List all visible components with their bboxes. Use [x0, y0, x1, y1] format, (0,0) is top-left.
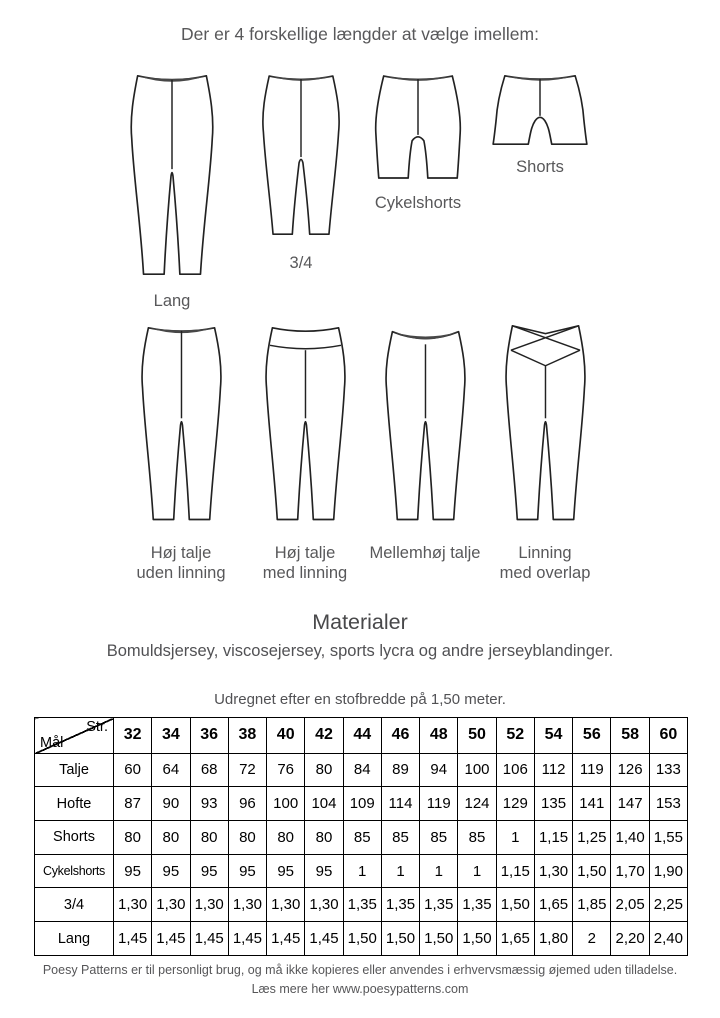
value-cell: 95 [305, 854, 343, 888]
size-header-cell: 46 [381, 718, 419, 754]
fabric-width-note: Udregnet efter en stofbredde på 1,50 meter. [214, 691, 506, 708]
value-cell: 1,35 [381, 888, 419, 922]
size-header-cell: 56 [573, 718, 611, 754]
value-cell: 1,55 [649, 821, 687, 855]
value-cell: 1,15 [534, 821, 572, 855]
value-cell: 1,45 [190, 922, 228, 956]
value-cell: 133 [649, 753, 687, 787]
size-header-cell: 40 [267, 718, 305, 754]
value-cell: 95 [114, 854, 152, 888]
size-header-cell: 38 [228, 718, 266, 754]
size-header-cell: 52 [496, 718, 534, 754]
value-cell: 114 [381, 787, 419, 821]
value-cell: 90 [152, 787, 190, 821]
size-table [34, 717, 688, 956]
value-cell: 1,25 [573, 821, 611, 855]
row-label-cell: Shorts [35, 821, 114, 855]
value-cell: 1,45 [228, 922, 266, 956]
length-label: 3/4 [289, 254, 313, 272]
value-cell: 85 [458, 821, 496, 855]
shorts-drawing [489, 68, 591, 152]
materials-section [0, 610, 720, 661]
value-cell: 85 [381, 821, 419, 855]
row-label-cell: Lang [35, 922, 114, 956]
value-cell: 96 [228, 787, 266, 821]
value-cell: 1,45 [305, 922, 343, 956]
size-header-cell: 34 [152, 718, 190, 754]
size-header-cell: 54 [534, 718, 572, 754]
waist-option-label: Mellemhøj talje [369, 544, 481, 562]
size-header-cell: 60 [649, 718, 687, 754]
size-header-cell: 32 [114, 718, 152, 754]
corner-maal-label: Mål [40, 734, 64, 751]
value-cell: 84 [343, 753, 381, 787]
value-cell: 1,15 [496, 854, 534, 888]
size-header-cell: 48 [420, 718, 458, 754]
value-cell: 80 [228, 821, 266, 855]
value-cell: 112 [534, 753, 572, 787]
lang-leggings-drawing [113, 68, 231, 286]
value-cell: 89 [381, 753, 419, 787]
value-cell: 2,20 [611, 922, 649, 956]
length-label: Shorts [516, 158, 564, 176]
value-cell: 76 [267, 753, 305, 787]
materials-heading: Materialer [312, 610, 408, 634]
value-cell: 72 [228, 753, 266, 787]
value-cell: 129 [496, 787, 534, 821]
table-row [35, 821, 688, 855]
value-cell: 1,30 [152, 888, 190, 922]
value-cell: 2,05 [611, 888, 649, 922]
value-cell: 85 [343, 821, 381, 855]
value-cell: 1,50 [381, 922, 419, 956]
value-cell: 1 [343, 854, 381, 888]
value-cell: 1,65 [496, 922, 534, 956]
value-cell: 93 [190, 787, 228, 821]
table-row [35, 854, 688, 888]
value-cell: 1,30 [534, 854, 572, 888]
corner-cell [35, 718, 114, 754]
size-header-cell: 36 [190, 718, 228, 754]
value-cell: 1,50 [573, 854, 611, 888]
value-cell: 153 [649, 787, 687, 821]
value-cell: 1,50 [496, 888, 534, 922]
size-table-section [34, 717, 688, 956]
figure-cykelshorts [366, 68, 470, 213]
value-cell: 1,65 [534, 888, 572, 922]
value-cell: 1,45 [267, 922, 305, 956]
value-cell: 1,50 [458, 922, 496, 956]
value-cell: 95 [228, 854, 266, 888]
table-row [35, 922, 688, 956]
table-row [35, 753, 688, 787]
value-cell: 1,35 [458, 888, 496, 922]
value-cell: 119 [420, 787, 458, 821]
value-cell: 126 [611, 753, 649, 787]
value-cell: 1,45 [114, 922, 152, 956]
high-waist-no-band-drawing [125, 320, 237, 538]
size-header-cell: 58 [611, 718, 649, 754]
value-cell: 2,25 [649, 888, 687, 922]
value-cell: 1,35 [343, 888, 381, 922]
row-label-cell: Cykelshorts [35, 854, 114, 888]
page-footer [0, 961, 720, 999]
value-cell: 1 [420, 854, 458, 888]
value-cell: 1,35 [420, 888, 458, 922]
value-cell: 85 [420, 821, 458, 855]
page-title: Der er 4 forskellige længder at vælge imellem: [181, 24, 539, 44]
figure-mid-waist [368, 320, 482, 563]
value-cell: 80 [114, 821, 152, 855]
figure-overlap-band [488, 320, 602, 583]
figure-lang [112, 68, 232, 311]
value-cell: 95 [152, 854, 190, 888]
value-cell: 124 [458, 787, 496, 821]
value-cell: 1 [458, 854, 496, 888]
size-header-cell: 50 [458, 718, 496, 754]
value-cell: 1,85 [573, 888, 611, 922]
row-label-cell: 3/4 [35, 888, 114, 922]
value-cell: 1,30 [190, 888, 228, 922]
waist-option-label: Høj talje uden linning [136, 544, 226, 582]
value-cell: 80 [305, 821, 343, 855]
value-cell: 1,40 [611, 821, 649, 855]
value-cell: 95 [190, 854, 228, 888]
waist-option-label: Linning med overlap [499, 544, 591, 582]
value-cell: 119 [573, 753, 611, 787]
bike-shorts-drawing [367, 68, 469, 188]
value-cell: 60 [114, 753, 152, 787]
value-cell: 147 [611, 787, 649, 821]
value-cell: 1,50 [343, 922, 381, 956]
value-cell: 80 [267, 821, 305, 855]
value-cell: 1 [496, 821, 534, 855]
figure-shorts [488, 68, 592, 177]
value-cell: 87 [114, 787, 152, 821]
value-cell: 1,30 [228, 888, 266, 922]
value-cell: 80 [305, 753, 343, 787]
value-cell: 95 [267, 854, 305, 888]
value-cell: 80 [152, 821, 190, 855]
row-label-cell: Hofte [35, 787, 114, 821]
size-header-cell: 44 [343, 718, 381, 754]
website-note: Læs mere her www.poesypatterns.com [251, 982, 469, 996]
three-quarter-leggings-drawing [247, 68, 355, 248]
waist-option-label: Høj talje med linning [262, 544, 348, 582]
value-cell: 1 [381, 854, 419, 888]
length-label: Cykelshorts [374, 194, 462, 212]
value-cell: 1,90 [649, 854, 687, 888]
value-cell: 1,30 [305, 888, 343, 922]
value-cell: 1,70 [611, 854, 649, 888]
value-cell: 2,40 [649, 922, 687, 956]
value-cell: 100 [267, 787, 305, 821]
copyright-note: Poesy Patterns er til personligt brug, og må ikke kopieres eller anvendes i erhvervsmæssig øjemed uden tilladelse. [42, 963, 678, 977]
materials-body: Bomuldsjersey, viscosejersey, sports lycra og andre jerseyblandinger. [106, 642, 614, 660]
value-cell: 64 [152, 753, 190, 787]
value-cell: 80 [190, 821, 228, 855]
value-cell: 94 [420, 753, 458, 787]
size-header-row [35, 718, 688, 754]
value-cell: 1,30 [114, 888, 152, 922]
value-cell: 1,50 [420, 922, 458, 956]
mid-waist-drawing [369, 320, 481, 538]
row-label-cell: Talje [35, 753, 114, 787]
value-cell: 68 [190, 753, 228, 787]
value-cell: 109 [343, 787, 381, 821]
figure-high-waist-no-band [124, 320, 238, 583]
figure-high-waist-with-band [248, 320, 362, 583]
value-cell: 1,30 [267, 888, 305, 922]
value-cell: 1,80 [534, 922, 572, 956]
table-row [35, 787, 688, 821]
value-cell: 2 [573, 922, 611, 956]
size-header-cell: 42 [305, 718, 343, 754]
value-cell: 104 [305, 787, 343, 821]
table-row [35, 888, 688, 922]
overlap-band-drawing [489, 320, 601, 538]
value-cell: 106 [496, 753, 534, 787]
value-cell: 141 [573, 787, 611, 821]
corner-str-label: Str. [86, 719, 108, 735]
figure-3-4 [246, 68, 356, 273]
value-cell: 100 [458, 753, 496, 787]
high-waist-with-band-drawing [249, 320, 361, 538]
value-cell: 1,45 [152, 922, 190, 956]
length-label: Lang [153, 292, 191, 310]
value-cell: 135 [534, 787, 572, 821]
